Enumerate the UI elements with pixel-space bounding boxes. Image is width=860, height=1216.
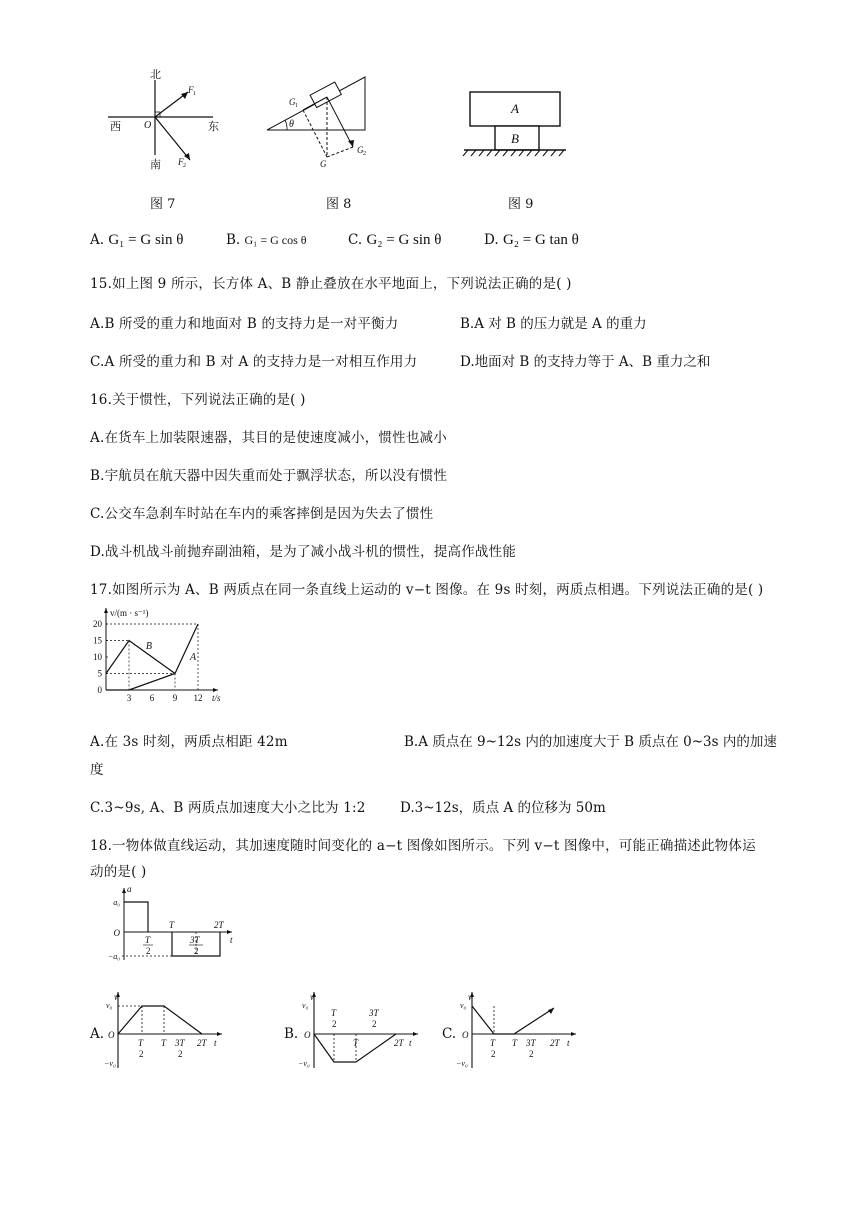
- t-axis-arrowhead: [227, 930, 232, 934]
- t-half-tick: T: [490, 1038, 496, 1048]
- neg-v0-tick: −v₀: [456, 1059, 468, 1068]
- theta-label: θ: [289, 119, 294, 130]
- t-half-tick: T: [138, 1038, 144, 1048]
- f1-arrowhead: [181, 92, 188, 99]
- q16-option-c: C.公交车急刹车时站在车内的乘客摔倒是因为失去了惯性: [90, 506, 434, 522]
- q14-option-b-expr: G₁ = G cos θ: [244, 233, 307, 247]
- neg-v0-tick: −v₀: [104, 1059, 116, 1068]
- q18-at-chart: [92, 884, 233, 964]
- fig7-caption: 图 7: [150, 197, 176, 212]
- south-label: 南: [150, 159, 161, 171]
- origin-label: O: [144, 120, 152, 131]
- three-t-half-denominator: 2: [529, 1049, 534, 1059]
- q17-option-d: D.3~12s，质点 A 的位移为 50m: [400, 800, 606, 816]
- v-graph-arrowhead: [548, 1008, 554, 1014]
- three-t-half-denominator: 2: [372, 1019, 377, 1029]
- q14-option-d-expr: G₂ = G tan θ: [502, 232, 579, 248]
- y-tick-label: 0: [97, 685, 102, 695]
- t-arrowhead: [413, 1032, 418, 1036]
- q14-option-c-expr: G₂ = G sin θ: [366, 232, 442, 248]
- origin-tick: O: [113, 928, 120, 938]
- v-axis-label: v: [114, 992, 118, 1002]
- q14-option-d-label: D.: [484, 232, 499, 248]
- q18-option-c-label: C.: [442, 1026, 457, 1042]
- q15-option-c: C.A 所受的重力和 B 对 A 的支持力是一对相互作用力: [90, 354, 418, 370]
- three-t-half-tick: 3T: [175, 1038, 185, 1048]
- three-t-half-denominator: 2: [178, 1049, 183, 1059]
- v0-tick: v₀: [302, 1001, 309, 1010]
- q18-at-chart-svg: [92, 884, 233, 964]
- q14-option-b: [226, 232, 307, 248]
- west-label: 西: [110, 121, 121, 133]
- three-t-half-tick: 3T: [190, 935, 200, 945]
- f1-subscript: 1: [193, 91, 196, 97]
- q18-option-c-graph: [456, 990, 581, 1070]
- q17-option-a: A.在 3s 时刻，两质点相距 42m: [90, 734, 288, 750]
- north-label: 北: [150, 69, 161, 81]
- q18-option-b-graph: [298, 990, 423, 1070]
- series-b-label: B: [145, 640, 152, 652]
- q17-option-c: C.3~9s, A、B 两质点加速度大小之比为 1:2: [90, 800, 366, 816]
- fig8-caption: 图 8: [326, 197, 352, 212]
- q17-option-b-line1: B.A 质点在 9~12s 内的加速度大于 B 质点在 0~3s 内的加速: [404, 734, 777, 750]
- block-a-label: A: [511, 101, 519, 116]
- two-t-tick: 2T: [197, 1038, 207, 1048]
- y-tick-label: 5: [97, 668, 102, 679]
- t-arrowhead: [217, 1032, 222, 1036]
- t-axis-label: t: [409, 1038, 412, 1048]
- g-label: G: [320, 159, 327, 169]
- f2-label: F: [178, 157, 184, 167]
- origin-tick: O: [304, 1030, 311, 1040]
- block-b-label: B: [511, 131, 519, 146]
- a-graph-positive: [124, 902, 148, 932]
- v0-tick: v₀: [106, 1001, 113, 1010]
- x-axis-label: t/s: [212, 693, 221, 703]
- q18-stem-line1: 18.一物体做直线运动，其加速度随时间变化的 a−t 图像如图所示。下列 v−t 图像中，可能正确描述此物体运: [90, 838, 756, 854]
- east-label: 东: [208, 121, 219, 133]
- stacked-blocks-diagram-9: [460, 88, 570, 160]
- g1-subscript: 1: [295, 103, 298, 109]
- t-tick: T: [169, 920, 175, 930]
- q18-option-c-svg: [456, 990, 581, 1070]
- figure-7: [108, 70, 228, 175]
- series-b-line: [106, 641, 175, 674]
- t-tick: T: [512, 1038, 518, 1048]
- v0-tick: v₀: [460, 1001, 467, 1010]
- g1-label: G: [289, 97, 296, 107]
- t-half-denominator: 2: [146, 946, 151, 956]
- q17-vt-chart: [88, 600, 238, 710]
- x-tick-label: 12: [193, 693, 203, 703]
- q17-stem: 17.如图所示为 A、B 两质点在同一条直线上运动的 v−t 图像。在 9s 时刻，两质点相遇。下列说法正确的是( ): [90, 582, 764, 598]
- force-diagram-7: [108, 70, 228, 175]
- q18-option-b-svg: [298, 990, 423, 1070]
- two-t-tick: 2T: [550, 1038, 560, 1048]
- t-axis-label: t: [230, 935, 233, 945]
- q18-stem-line2: 动的是( ): [90, 864, 147, 880]
- t-axis-label: t: [567, 1038, 570, 1048]
- theta-arc: [285, 120, 287, 130]
- y-axis-arrowhead: [104, 608, 108, 613]
- v-axis-label: v: [468, 992, 472, 1002]
- g2-label: G: [357, 145, 364, 155]
- t-half-tick: T: [145, 935, 151, 945]
- x-tick-label: 9: [172, 693, 178, 703]
- x-tick-label: 3: [126, 693, 132, 703]
- q15-option-a: A.B 所受的重力和地面对 B 的支持力是一对平衡力: [90, 316, 399, 332]
- x-tick-label: 6: [149, 693, 155, 703]
- neg-a0-tick: −a₀: [107, 952, 120, 961]
- t-tick: T: [161, 1038, 167, 1048]
- q15-option-b: B.A 对 B 的压力就是 A 的重力: [460, 316, 647, 332]
- q16-option-b: B.宇航员在航天器中因失重而处于飘浮状态，所以没有惯性: [90, 468, 448, 484]
- y-axis-label: v/(m · s⁻¹): [110, 608, 149, 618]
- q14-option-a: [90, 232, 183, 249]
- q16-option-a: A.在货车上加装限速器，其目的是使速度减小，惯性也减小: [90, 430, 447, 446]
- y-tick-label: 10: [93, 652, 102, 662]
- q14-option-d: [484, 232, 579, 249]
- figure-9: [460, 88, 570, 160]
- three-t-half-tick: 3T: [526, 1038, 536, 1048]
- t-half-denominator: 2: [491, 1049, 496, 1059]
- t-half-tick: T: [331, 1008, 337, 1018]
- origin-tick: O: [462, 1030, 469, 1040]
- f2-vector: [155, 117, 190, 160]
- q14-option-c: [348, 232, 441, 249]
- q16-stem: 16.关于惯性，下列说法正确的是( ): [90, 392, 306, 408]
- q14-option-a-label: A.: [90, 232, 105, 248]
- q15-stem: 15.如上图 9 所示，长方体 A、B 静止叠放在水平地面上，下列说法正确的是( ): [90, 276, 572, 292]
- ground-hatching: [463, 150, 564, 156]
- q14-option-c-label: C.: [348, 232, 363, 248]
- two-t-tick: 2T: [214, 920, 224, 930]
- g2-arrowhead: [348, 140, 354, 147]
- g2-vector: [327, 97, 353, 147]
- q18-option-a-label: A.: [90, 1026, 105, 1042]
- t-arrowhead: [571, 1032, 576, 1036]
- a-axis-arrowhead: [122, 888, 126, 893]
- q18-option-a-graph: [104, 990, 224, 1070]
- q14-option-a-expr: G₁ = G sin θ: [108, 232, 184, 248]
- figure-8: [265, 75, 385, 170]
- a-axis-label: a: [127, 884, 132, 894]
- series-a-label: A: [190, 652, 197, 663]
- f2-subscript: 2: [183, 163, 186, 169]
- parallelogram-bottom: [327, 147, 353, 157]
- t-half-denominator: 2: [332, 1019, 337, 1029]
- v-graph-line: [472, 1006, 554, 1034]
- y-tick-label: 20: [93, 619, 102, 629]
- v-axis-label: v: [310, 992, 314, 1002]
- t-half-denominator: 2: [139, 1049, 144, 1059]
- neg-v0-tick: −v₀: [298, 1059, 310, 1068]
- g2-subscript: 2: [363, 151, 366, 157]
- q14-option-b-label: B.: [226, 232, 241, 248]
- q17-option-b-line2: 度: [90, 762, 104, 778]
- y-tick-label: 15: [93, 635, 102, 646]
- a0-tick: a₀: [113, 898, 120, 907]
- x-axis-arrowhead: [213, 688, 218, 692]
- q17-vt-chart-svg: [88, 600, 238, 710]
- three-t-half-denominator: 2: [194, 946, 199, 956]
- three-t-half-tick: 3T: [369, 1008, 379, 1018]
- q15-option-d: D.地面对 B 的支持力等于 A、B 重力之和: [460, 354, 711, 370]
- t-axis-label: t: [214, 1038, 217, 1048]
- q18-option-b-label: B.: [284, 1026, 299, 1042]
- origin-tick: O: [108, 1030, 115, 1040]
- v-graph-line: [118, 1006, 202, 1034]
- f1-label: F: [188, 85, 194, 95]
- q16-option-d: D.战斗机战斗前抛弃副油箱，是为了减小战斗机的惯性，提高作战性能: [90, 544, 517, 560]
- q18-option-a-svg: [104, 990, 224, 1070]
- incline-diagram-8: [265, 75, 385, 170]
- t-tick: T: [353, 1038, 359, 1048]
- two-t-tick: 2T: [394, 1038, 404, 1048]
- parallelogram-left: [303, 110, 327, 157]
- fig9-caption: 图 9: [508, 197, 534, 212]
